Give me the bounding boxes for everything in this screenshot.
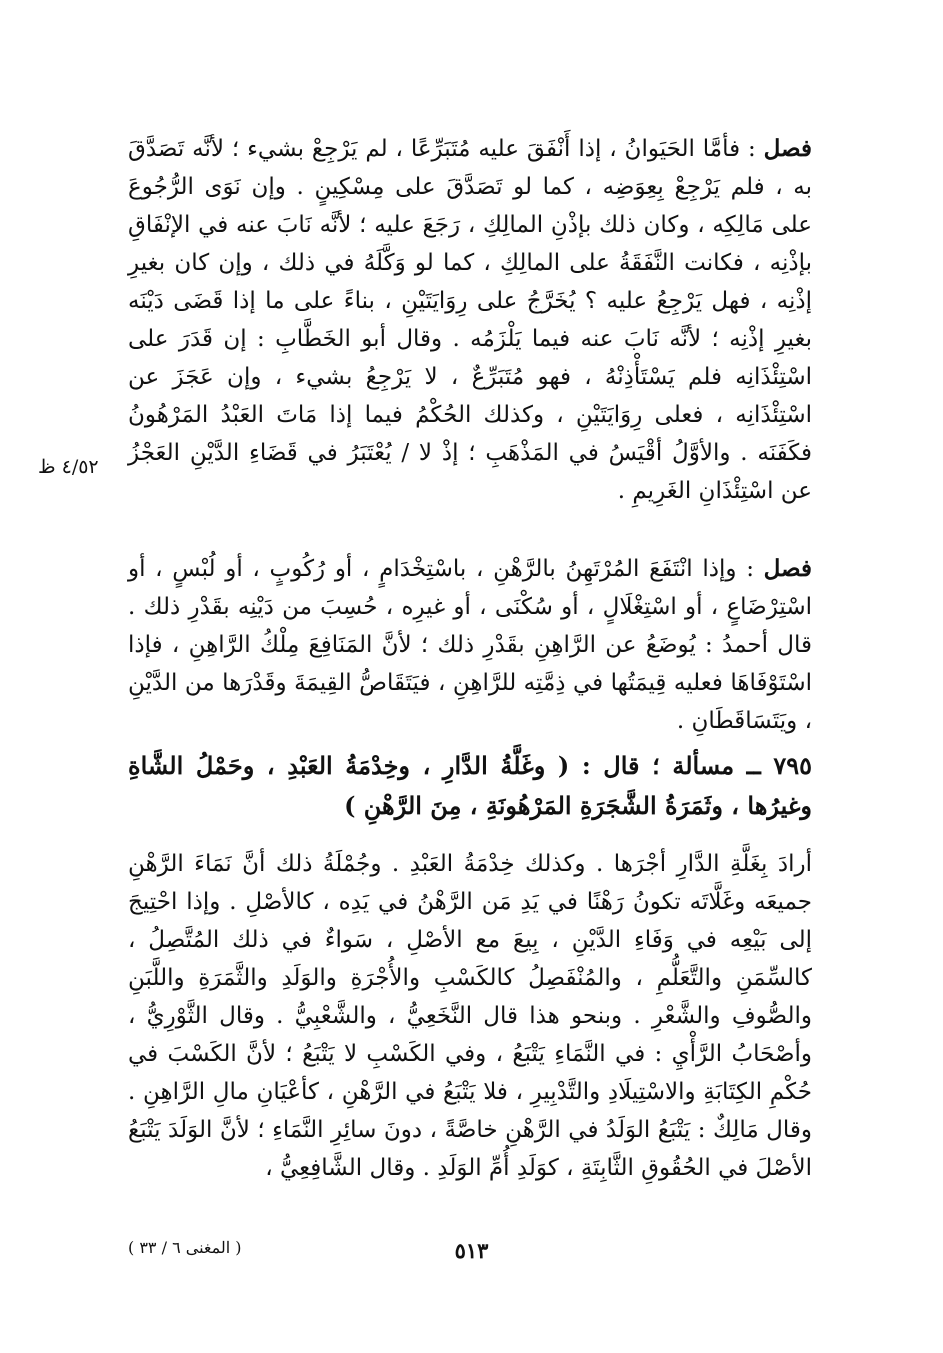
section-heading: فصل: [763, 135, 812, 162]
section-heading: فصل: [763, 555, 812, 582]
paragraph-explanation: أرادَ بِغَلَّةِ الدَّارِ أجْرَها . وكذلك خِدْمَةُ العَبْدِ . وجُمْلَةُ ذلك أنَّ نَمَاءَ الرَّهْنِ جميعَه وغَلَّاتَه تكونُ رَهْنًا في يَدِ مَن الرَّهْنُ في يَدِه ، كالأصْلِ . وإذا احْتِيجَ إلى بَيْعِه في وَفَاءِ الدَّيْنِ ، بِيعَ مع الأصْلِ ، سَواءٌ في ذلك المُتَّصِلُ ، كالسِّمَنِ والتَّعَلُّمِ ، والمُنْفَصِلُ كالكَسْبِ والأُجْرَةِ والوَلَدِ والثَّمَرَةِ واللَّبَنِ والصُّوفِ والشَّعْرِ . وبنحو هذا قال النَّخَعِيُّ ، والشَّعْبِيُّ . وقال الثَّوْرِيُّ ، وأصْحَابُ الرَّأْيِ : في النَّمَاءِ يَتْبَعُ ، وفي الكَسْبِ لا يَتْبَعُ ؛ لأنَّ الكَسْبَ في حُكْمِ الكِتَابَةِ والاسْتِيلَادِ والتَّدْبِيرِ ، فلا يَتْبَعُ في الرَّهْنِ ، كأعْيَانِ مالِ الرَّاهِنِ . وقال مَالِكٌ : يَتْبَعُ الوَلَدُ في الرَّهْنِ خاصَّةً ، دونَ سائِرِ النَّمَاءِ ؛ لأنَّ الوَلَدَ يَتْبَعُ الأصْلَ في الحُقُوقِ الثَّابِتَةِ ، كوَلَدِ أُمِّ الوَلَدِ . وقال الشَّافِعِيُّ ،: [128, 851, 812, 1181]
volume-signature: ( المغنى ٦ / ٣٣ ): [128, 1238, 242, 1257]
manuscript-folio-reference: ٤/٥٢ ظ: [38, 456, 99, 478]
page-number: ٥١٣: [454, 1238, 489, 1263]
paragraph-pledgee-benefit: [128, 550, 812, 740]
paragraph-text: : فأمَّا الحَيَوانُ ، إذا أَنْفَقَ عليه مُتَبَرِّعًا ، لم يَرْجِعْ بشيء ؛ لأنَّه تَصَدَّقَ به ، فلم يَرْجِعْ بِعِوَضِه ، كما لو تَصَدَّقَ على مِسْكِينٍ . وإن نَوَى الرُّجُوعَ على مَالِكِه ، وكان ذلك بإذْنِ المالِكِ ، رَجَعَ عليه ؛ لأنَّه نَابَ عنه في الإنْفَاقِ بإذْنِه ، فكانت النَّفَقَةُ على المالِكِ ، كما لو وَكَّلَهُ في ذلك ، وإن كان بغيرِ إذْنِه ، فهل يَرْجِعُ عليه ؟ يُخَرَّجُ على رِوَايَتَيْنِ ، بناءً على ما إذا قَضَى دَيْنَه بغيرِ إذْنِه ؛ لأنَّه نَابَ عنه فيما يَلْزَمُه . وقال أبو الخَطَّابِ : إن قَدَرَ على اسْتِئْذَانِه فلم يَسْتَأْذِنْهُ ، فهو مُتَبَرِّعٌ ، لا يَرْجِعُ بشيء ، وإن عَجَزَ عن اسْتِئْذَانِه ، فعلى رِوَايَتَيْنِ ، وكذلك الحُكْمُ فيما إذا مَاتَ العَبْدُ المَرْهُونُ فكَفَنَه . والأوَّلُ أقْيَسُ في المَذْهَبِ ؛ إذْ لا / يُعْتَبَرُ في قَضَاءِ الدَّيْنِ العَجْزُ عن اسْتِئْذَانِ الغَرِيمِ .: [128, 136, 812, 504]
paragraph-animal-expense: [128, 130, 812, 510]
issue-text: ــ مسألة ؛ قال : ( وغَلَّةُ الدَّارِ ، وخِدْمَةُ العَبْدِ ، وحَمْلُ الشَّاةِ وغيرُها ، وثَمَرَةُ الشَّجَرَةِ المَرْهُونَةِ ، مِنَ الرَّهْنِ ): [128, 751, 812, 820]
issue-number: ٧٩٥: [773, 751, 812, 780]
issue-statement: [128, 746, 812, 826]
paragraph-text: : وإذا انْتَفَعَ المُرْتَهِنُ بالرَّهْنِ ، باسْتِخْدَامٍ ، أو رُكُوبٍ ، أو لُبْسٍ ، أو اسْتِرْضَاعٍ ، أو اسْتِغْلَالٍ ، أو سُكْنَى ، أو غيرِه ، حُسِبَ من دَيْنِه بقَدْرِ ذلك . قال أحمدُ : يُوضَعُ عن الرَّاهِنِ بقَدْرِ ذلك ؛ لأنَّ المَنَافِعَ مِلْكُ الرَّاهِنِ ، فإذا اسْتَوْفَاهَا فعليه قِيمَتُها في ذِمَّتِه للرَّاهِنِ ، فيَتَقَاصُّ القِيمَةَ وقَدْرَها من الدَّيْنِ ، ويَتَسَاقَطَانِ .: [128, 556, 812, 734]
